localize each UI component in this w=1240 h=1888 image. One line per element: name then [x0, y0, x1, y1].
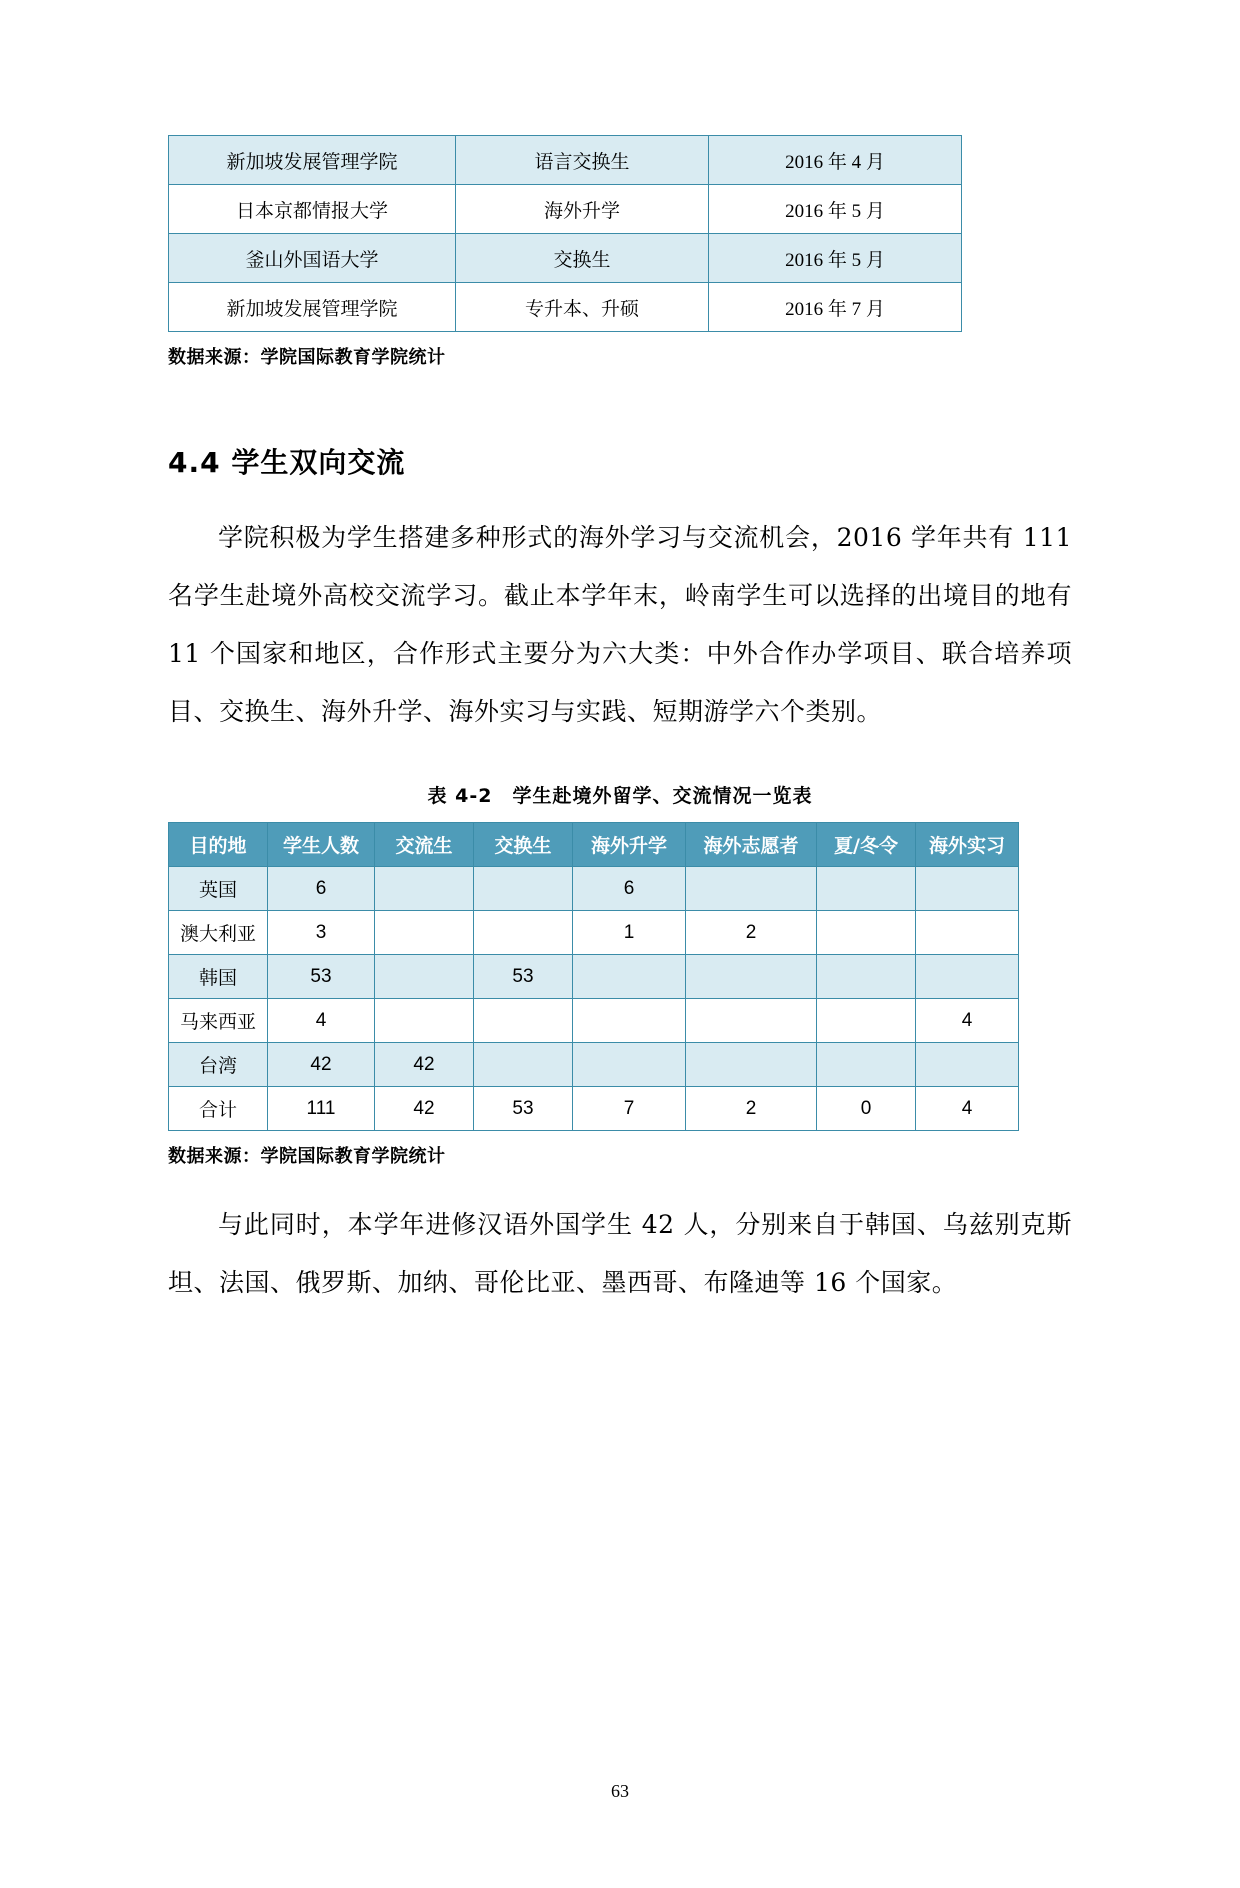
table-row-total — [169, 1087, 1019, 1131]
value-cell — [573, 955, 686, 999]
value-cell — [573, 999, 686, 1043]
institution-cell: 釜山外国语大学 — [169, 234, 456, 283]
column-header-exchange-visitor: 交流生 — [375, 823, 474, 867]
value-cell — [686, 1043, 817, 1087]
value-cell — [916, 911, 1019, 955]
value-cell — [375, 867, 474, 911]
column-header-overseas-study: 海外升学 — [573, 823, 686, 867]
table-header-row — [169, 823, 1019, 867]
total-value-cell: 0 — [817, 1087, 916, 1131]
value-cell — [474, 1043, 573, 1087]
value-cell: 6 — [268, 867, 375, 911]
date-cell: 2016 年 4 月 — [709, 136, 962, 185]
value-cell — [686, 999, 817, 1043]
student-exchange-statistics-table — [168, 822, 1019, 1131]
value-cell — [474, 911, 573, 955]
value-cell: 42 — [268, 1043, 375, 1087]
column-header-summer-winter-camp: 夏/冬令 — [817, 823, 916, 867]
value-cell — [817, 999, 916, 1043]
value-cell: 42 — [375, 1043, 474, 1087]
table-row — [169, 955, 1019, 999]
total-value-cell: 2 — [686, 1087, 817, 1131]
total-value-cell: 42 — [375, 1087, 474, 1131]
value-cell — [474, 867, 573, 911]
value-cell — [817, 955, 916, 999]
value-cell — [573, 1043, 686, 1087]
table-caption: 表 4-2 学生赴境外留学、交流情况一览表 — [427, 785, 813, 807]
total-value-cell: 111 — [268, 1087, 375, 1131]
date-cell: 2016 年 5 月 — [709, 234, 962, 283]
institution-cell: 新加坡发展管理学院 — [169, 283, 456, 332]
destination-cell: 澳大利亚 — [169, 911, 268, 955]
total-value-cell: 7 — [573, 1087, 686, 1131]
column-header-exchange-student: 交换生 — [474, 823, 573, 867]
total-value-cell: 53 — [474, 1087, 573, 1131]
value-cell — [916, 1043, 1019, 1087]
value-cell — [686, 955, 817, 999]
value-cell: 53 — [474, 955, 573, 999]
column-header-overseas-internship: 海外实习 — [916, 823, 1019, 867]
value-cell: 1 — [573, 911, 686, 955]
date-cell: 2016 年 7 月 — [709, 283, 962, 332]
table-row — [169, 283, 962, 332]
value-cell: 6 — [573, 867, 686, 911]
value-cell — [375, 955, 474, 999]
column-header-student-count: 学生人数 — [268, 823, 375, 867]
program-cell: 语言交换生 — [456, 136, 709, 185]
destination-cell: 韩国 — [169, 955, 268, 999]
date-cell: 2016 年 5 月 — [709, 185, 962, 234]
paragraph-two: 与此同时，本学年进修汉语外国学生 42 人，分别来自于韩国、乌兹别克斯坦、法国、俄罗斯、加纳、哥伦比亚、墨西哥、布隆迪等 16 个国家。 — [168, 1210, 1072, 1297]
source-note-top: 数据来源：学院国际教育学院统计 — [168, 347, 446, 368]
table-row — [169, 867, 1019, 911]
value-cell — [474, 999, 573, 1043]
value-cell: 3 — [268, 911, 375, 955]
program-cell: 交换生 — [456, 234, 709, 283]
value-cell — [916, 955, 1019, 999]
destination-cell: 英国 — [169, 867, 268, 911]
source-note-bottom: 数据来源：学院国际教育学院统计 — [168, 1146, 446, 1167]
value-cell — [817, 911, 916, 955]
program-cell: 专升本、升硕 — [456, 283, 709, 332]
value-cell — [817, 867, 916, 911]
table-row — [169, 1043, 1019, 1087]
value-cell — [686, 867, 817, 911]
value-cell: 4 — [916, 999, 1019, 1043]
exchange-program-table — [168, 135, 962, 332]
document-page — [0, 135, 1240, 1888]
value-cell: 2 — [686, 911, 817, 955]
value-cell — [916, 867, 1019, 911]
value-cell: 4 — [268, 999, 375, 1043]
destination-cell: 台湾 — [169, 1043, 268, 1087]
column-header-destination: 目的地 — [169, 823, 268, 867]
value-cell — [375, 911, 474, 955]
table-row — [169, 911, 1019, 955]
value-cell — [817, 1043, 916, 1087]
institution-cell: 新加坡发展管理学院 — [169, 136, 456, 185]
page-title: 4.4 学生双向交流 — [168, 446, 406, 479]
table-row — [169, 136, 962, 185]
column-header-overseas-volunteer: 海外志愿者 — [686, 823, 817, 867]
paragraph-one: 学院积极为学生搭建多种形式的海外学习与交流机会，2016 学年共有 111 名学生赴境外高校交流学习。截止本学年末，岭南学生可以选择的出境目的地有 11 个国家和地区，合作形式主要分为六大类：中外合作办学项目、联合培养项目、交换生、海外升学、海外实习与实践、短期游学六个类别。 — [168, 523, 1072, 726]
page-number: 63 — [611, 1781, 629, 1801]
institution-cell: 日本京都情报大学 — [169, 185, 456, 234]
program-cell: 海外升学 — [456, 185, 709, 234]
table-row — [169, 234, 962, 283]
total-value-cell: 4 — [916, 1087, 1019, 1131]
table-row — [169, 999, 1019, 1043]
destination-cell: 马来西亚 — [169, 999, 268, 1043]
table-row — [169, 185, 962, 234]
total-label-cell: 合计 — [169, 1087, 268, 1131]
value-cell: 53 — [268, 955, 375, 999]
value-cell — [375, 999, 474, 1043]
